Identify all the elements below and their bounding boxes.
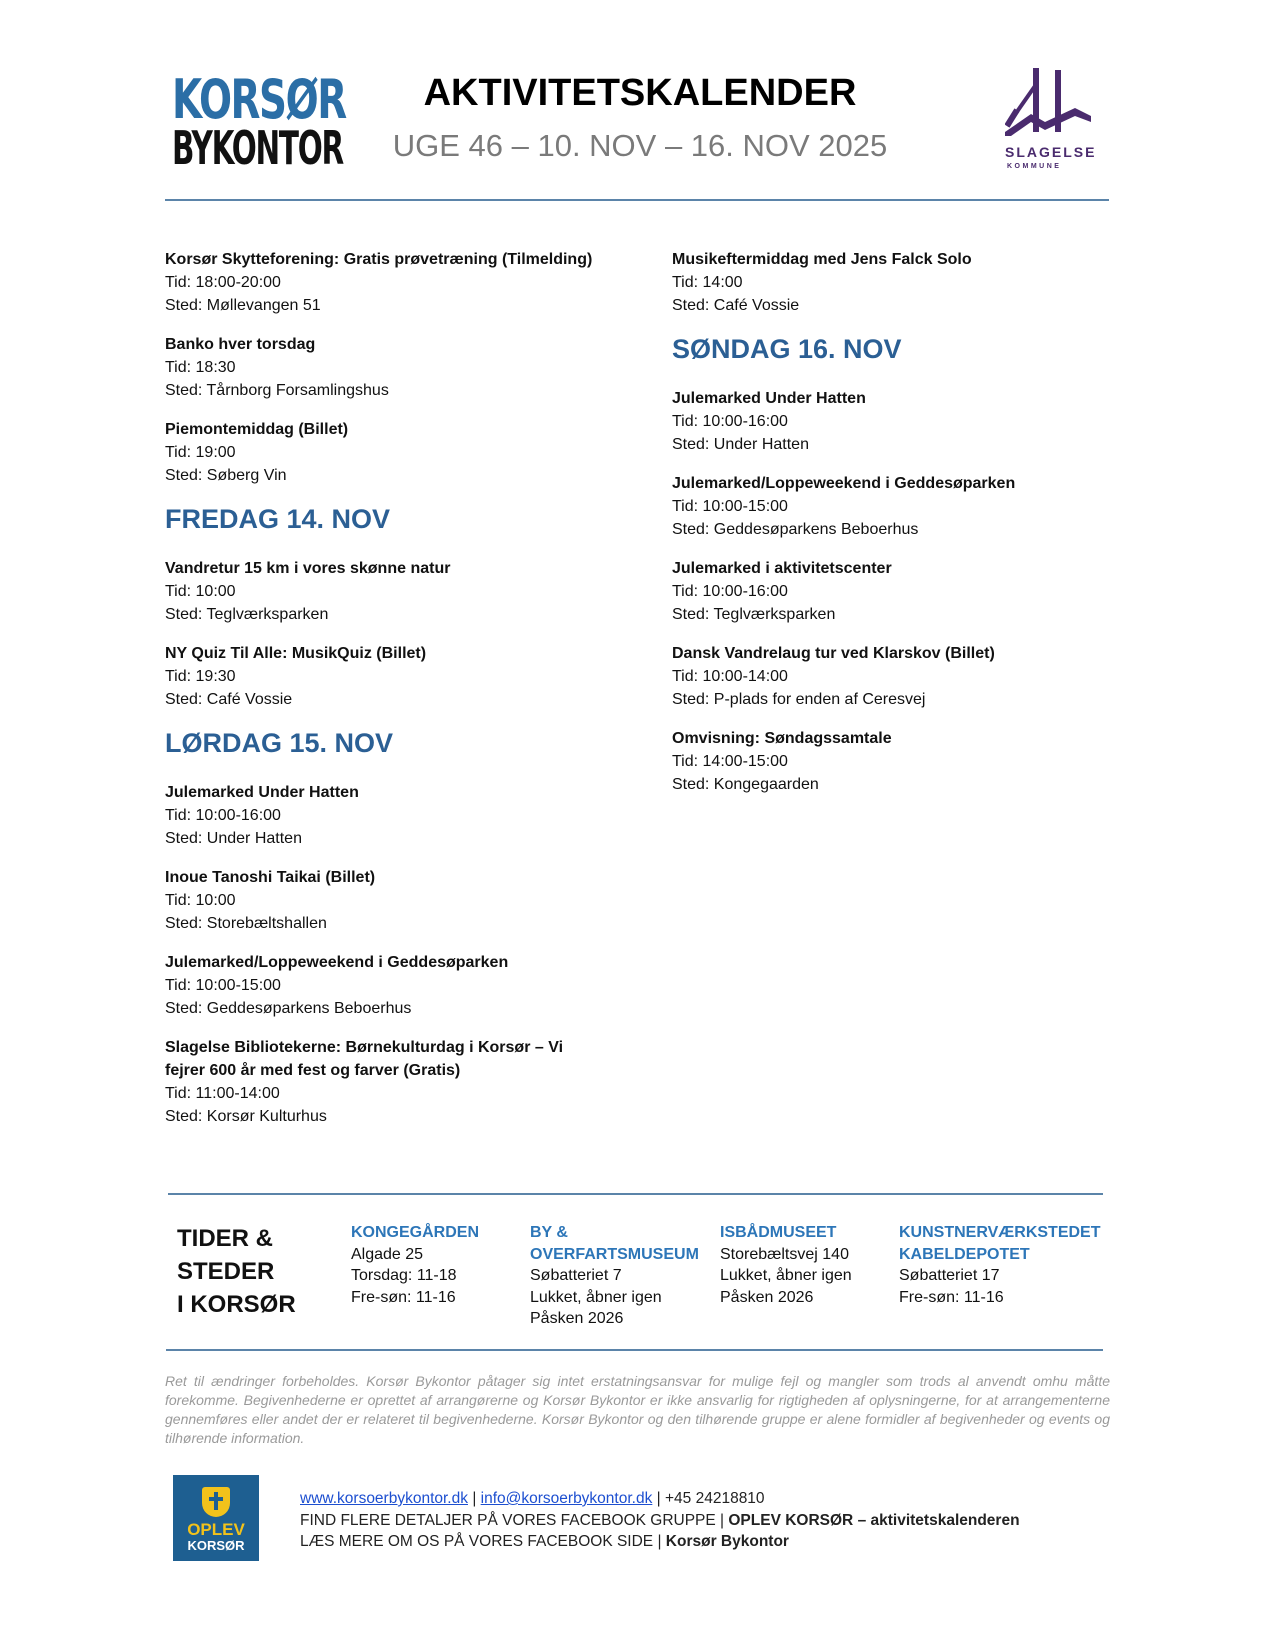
event-time: Tid: 10:00-16:00 <box>672 413 788 430</box>
header-divider <box>165 199 1109 201</box>
event-title: Piemontemiddag (Billet) <box>165 421 349 438</box>
page-subtitle: UGE 46 – 10. NOV – 16. NOV 2025 <box>392 128 888 163</box>
venue-line: Lukket, åbner igen <box>720 1267 852 1284</box>
event-time: Tid: 10:00-15:00 <box>165 977 281 994</box>
event-place: Sted: Kongegaarden <box>672 776 819 793</box>
contact-line-1 <box>300 1488 1020 1510</box>
event-place: Sted: Teglværksparken <box>165 606 329 623</box>
places-title <box>177 1222 296 1321</box>
event-time: Tid: 10:00 <box>165 583 236 600</box>
right-column <box>672 248 1102 812</box>
venue-isbaadmuseet <box>720 1222 852 1308</box>
day-heading-friday: FREDAG 14. NOV <box>165 504 391 534</box>
event-place: Sted: Teglværksparken <box>672 606 836 623</box>
venue-line: Fre-søn: 11-16 <box>351 1288 456 1306</box>
event-place: Sted: Under Hatten <box>672 436 809 453</box>
event-place: Sted: Storebæltshallen <box>165 915 327 932</box>
venue-name: KABELDEPOTET <box>899 1245 1030 1263</box>
event-item <box>165 781 595 850</box>
venue-name: KONGEGÅRDEN <box>351 1224 480 1241</box>
logo-line-2: BYKONTOR <box>172 121 343 175</box>
event-title: Dansk Vandrelaug tur ved Klarskov (Billet) <box>672 645 995 662</box>
korsor-bykontor-logo <box>172 68 346 175</box>
event-item <box>165 866 595 935</box>
event-time: Tid: 11:00-14:00 <box>165 1085 280 1102</box>
bridge-icon <box>1005 66 1091 138</box>
event-item <box>165 951 595 1020</box>
event-title: Vandretur 15 km i vores skønne natur <box>165 560 451 577</box>
event-time: Tid: 10:00-16:00 <box>165 807 281 824</box>
event-title: Julemarked Under Hatten <box>165 784 359 801</box>
event-title: Julemarked Under Hatten <box>672 390 866 407</box>
venue-line: Torsdag: 11-18 <box>351 1267 457 1284</box>
event-time: Tid: 18:00-20:00 <box>165 274 281 291</box>
facebook-group-prefix: FIND FLERE DETALJER PÅ VORES FACEBOOK GRUPPE | <box>300 1511 725 1529</box>
contact-line-3 <box>300 1531 1020 1553</box>
event-item <box>165 1036 595 1128</box>
venue-line: Storebæltsvej 140 <box>720 1245 849 1263</box>
event-item <box>165 248 595 317</box>
places-section <box>168 1210 1103 1330</box>
venue-name: ISBÅDMUSEET <box>720 1224 837 1241</box>
venue-line: Algade 25 <box>351 1245 424 1263</box>
venue-line: Lukket, åbner igen <box>530 1288 662 1306</box>
facebook-page-prefix: LÆS MERE OM OS PÅ VORES FACEBOOK SIDE | <box>300 1533 662 1550</box>
day-heading-sunday: SØNDAG 16. NOV <box>672 334 902 364</box>
venue-line: Søbatteriet 7 <box>530 1267 622 1284</box>
event-item <box>672 557 1102 626</box>
event-item <box>672 642 1102 711</box>
venue-name: BY & <box>530 1224 568 1241</box>
event-time: Tid: 14:00-15:00 <box>672 753 788 770</box>
venue-kunstnervaerkstedet <box>899 1222 1101 1308</box>
phone-number: | +45 24218810 <box>656 1490 765 1507</box>
event-item <box>672 248 1102 317</box>
disclaimer-text: Ret til ændringer forbeholdes. Korsør Bykontor påtager sig intet erstatningsansvar for mulige fejl og mangler som trods al anvendt omhu måtte forekomme. Begivenhederne er oprettet af arrangørerne og Korsør Bykontor er ikke ansvarlig for rigtigheden af oplysningerne, for at arrangementerne gennemføres eller andet der er relateret til begivenhederne. Korsør Bykontor og den tilhørende gruppe er alene formidler af begivenheder og events og tilhørende information. <box>165 1373 1110 1446</box>
logo-line-1: KORSØR <box>172 68 346 131</box>
venue-line: Påsken 2026 <box>720 1288 814 1306</box>
badge-line-1: OPLEV <box>187 1520 245 1539</box>
event-place: Sted: Café Vossie <box>672 297 800 314</box>
venue-line: Fre-søn: 11-16 <box>899 1288 1004 1306</box>
event-item <box>672 472 1102 541</box>
venue-name: OVERFARTSMUSEUM <box>530 1245 699 1263</box>
page-title: AKTIVITETSKALENDER <box>423 72 857 114</box>
event-place: Sted: Geddesøparkens Beboerhus <box>165 1000 412 1017</box>
website-link[interactable]: www.korsoerbykontor.dk <box>300 1490 468 1507</box>
event-item <box>165 557 595 626</box>
event-title: Inoue Tanoshi Taikai (Billet) <box>165 869 376 886</box>
event-time: Tid: 18:30 <box>165 359 236 376</box>
event-item <box>165 642 595 711</box>
event-place: Sted: Café Vossie <box>165 691 293 708</box>
event-title: Julemarked/Loppeweekend i Geddesøparken <box>165 954 509 971</box>
email-link[interactable]: info@korsoerbykontor.dk <box>480 1490 653 1507</box>
venue-kongegaarden <box>351 1222 479 1308</box>
event-title: Korsør Skytteforening: Gratis prøvetræning (Tilmelding) <box>165 251 593 268</box>
contact-block <box>300 1488 1020 1553</box>
event-item <box>165 333 595 402</box>
places-title-line: STEDER <box>177 1258 275 1285</box>
event-item <box>672 727 1102 796</box>
event-place: Sted: P-plads for enden af Ceresvej <box>672 691 926 708</box>
separator: | <box>472 1490 477 1507</box>
event-title: NY Quiz Til Alle: MusikQuiz (Billet) <box>165 645 427 662</box>
event-time: Tid: 19:30 <box>165 668 236 685</box>
venue-name: KUNSTNERVÆRKSTEDET <box>899 1224 1101 1241</box>
contact-line-2 <box>300 1510 1020 1532</box>
event-time: Tid: 19:00 <box>165 444 236 461</box>
event-title: Banko hver torsdag <box>165 336 316 353</box>
event-time: Tid: 10:00-15:00 <box>672 498 788 515</box>
event-place: Sted: Tårnborg Forsamlingshus <box>165 382 389 399</box>
slagelse-kommune-logo <box>1005 66 1105 176</box>
slagelse-wordmark: SLAGELSE <box>1005 144 1097 160</box>
event-place: Sted: Korsør Kulturhus <box>165 1108 327 1125</box>
oplev-korsor-badge <box>173 1475 259 1561</box>
facebook-group-name: OPLEV KORSØR <box>728 1511 854 1529</box>
event-item <box>165 418 595 487</box>
event-time: Tid: 10:00 <box>165 892 236 909</box>
event-place: Sted: Møllevangen 51 <box>165 297 321 314</box>
places-top-divider <box>168 1193 1103 1195</box>
event-place: Sted: Geddesøparkens Beboerhus <box>672 521 919 538</box>
badge-line-2: KORSØR <box>187 1538 245 1553</box>
event-title: Omvisning: Søndagssamtale <box>672 730 892 747</box>
venue-by-overfartsmuseum <box>530 1222 699 1330</box>
places-title-line: TIDER & <box>177 1225 273 1252</box>
event-title: Julemarked/Loppeweekend i Geddesøparken <box>672 475 1016 492</box>
day-heading-saturday: LØRDAG 15. NOV <box>165 728 394 758</box>
event-title: Julemarked i aktivitetscenter <box>672 560 892 577</box>
left-column <box>165 248 595 1144</box>
facebook-group-suffix: – aktivitetskalenderen <box>857 1511 1020 1529</box>
event-time: Tid: 14:00 <box>672 274 743 291</box>
event-title: Slagelse Bibliotekerne: Børnekulturdag i Korsør – Vi fejrer 600 år med fest og farver (Gratis) <box>165 1039 564 1079</box>
event-item <box>672 387 1102 456</box>
venue-line: Påsken 2026 <box>530 1310 624 1327</box>
event-place: Sted: Under Hatten <box>165 830 302 847</box>
places-title-line: I KORSØR <box>177 1291 296 1318</box>
venue-line: Søbatteriet 17 <box>899 1267 1000 1284</box>
crest-icon <box>202 1487 230 1517</box>
event-time: Tid: 10:00-16:00 <box>672 583 788 600</box>
event-title: Musikeftermiddag med Jens Falck Solo <box>672 251 972 268</box>
event-time: Tid: 10:00-14:00 <box>672 668 788 685</box>
facebook-page-name: Korsør Bykontor <box>665 1533 789 1550</box>
event-place: Sted: Søberg Vin <box>165 467 287 484</box>
places-bottom-divider <box>166 1349 1103 1351</box>
kommune-wordmark: KOMMUNE <box>1007 163 1062 170</box>
